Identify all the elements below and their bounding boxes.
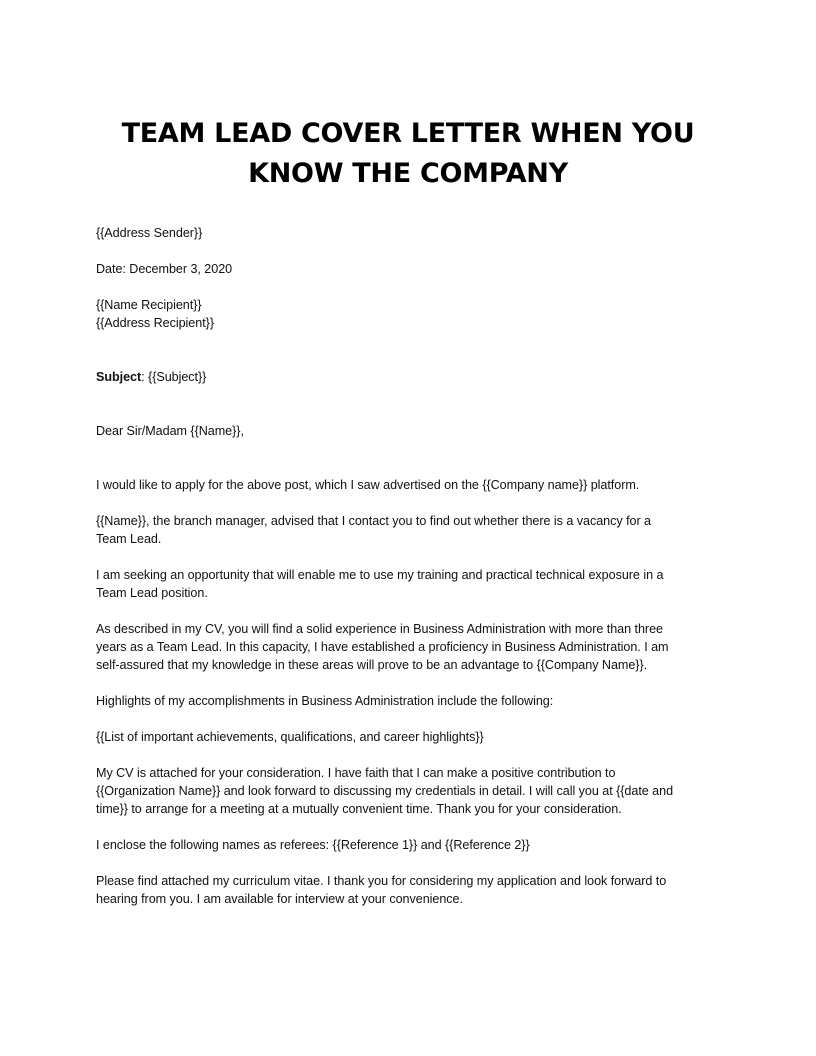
document-title [96,0,720,194]
title-line-1: TEAM LEAD COVER LETTER WHEN YOU [121,118,695,149]
paragraph-7 [96,764,720,818]
paragraph-line: years as a Team Lead. In this capacity, I have established a proficiency in Business Administration. I am [96,640,669,654]
paragraph-5 [96,692,720,710]
paragraph-line: As described in my CV, you will find a solid experience in Business Administration with more than three [96,622,663,636]
address-sender: {{Address Sender}} [96,226,203,240]
subject-label: Subject [96,370,142,384]
paragraph-line: I am seeking an opportunity that will enable me to use my training and practical technical exposure in a [96,568,664,582]
paragraph-line: self-assured that my knowledge in these areas will prove to be an advantage to {{Company Name}}. [96,658,648,672]
letter-date: Date: December 3, 2020 [96,262,233,276]
subject-line [96,368,720,386]
paragraph-8 [96,836,720,854]
paragraph-3 [96,566,720,602]
paragraph-line: {{Name}}, the branch manager, advised that I contact you to find out whether there is a vacancy for a [96,514,652,528]
paragraph-line: My CV is attached for your consideration. I have faith that I can make a positive contribution to [96,766,616,780]
paragraph-line: Team Lead. [96,532,162,546]
paragraph-line: I would like to apply for the above post, which I saw advertised on the {{Company name}} platform. [96,478,640,492]
paragraph-2 [96,512,720,548]
paragraph-4 [96,620,720,674]
subject-value: : {{Subject}} [141,370,207,384]
paragraph-line: hearing from you. I am available for interview at your convenience. [96,892,463,906]
paragraph-6 [96,728,720,746]
paragraph-line: Please find attached my curriculum vitae. I thank you for considering my application and look forward to [96,874,667,888]
paragraph-9 [96,872,720,908]
salutation: Dear Sir/Madam {{Name}}, [96,424,244,438]
title-line-2: KNOW THE COMPANY [248,158,568,189]
name-recipient: {{Name Recipient}} [96,298,202,312]
address-recipient: {{Address Recipient}} [96,316,214,330]
paragraph-line: Highlights of my accomplishments in Business Administration include the following: [96,694,554,708]
paragraph-line: time}} to arrange for a meeting at a mutually convenient time. Thank you for your consideration. [96,802,622,816]
letter-body [96,224,720,908]
paragraph-line: {{List of important achievements, qualifications, and career highlights}} [96,730,484,744]
paragraph-line: {{Organization Name}} and look forward to discussing my credentials in detail. I will call you at {{date and [96,784,674,798]
paragraph-1 [96,476,720,494]
paragraph-line: Team Lead position. [96,586,208,600]
paragraph-line: I enclose the following names as referees: {{Reference 1}} and {{Reference 2}} [96,838,530,852]
